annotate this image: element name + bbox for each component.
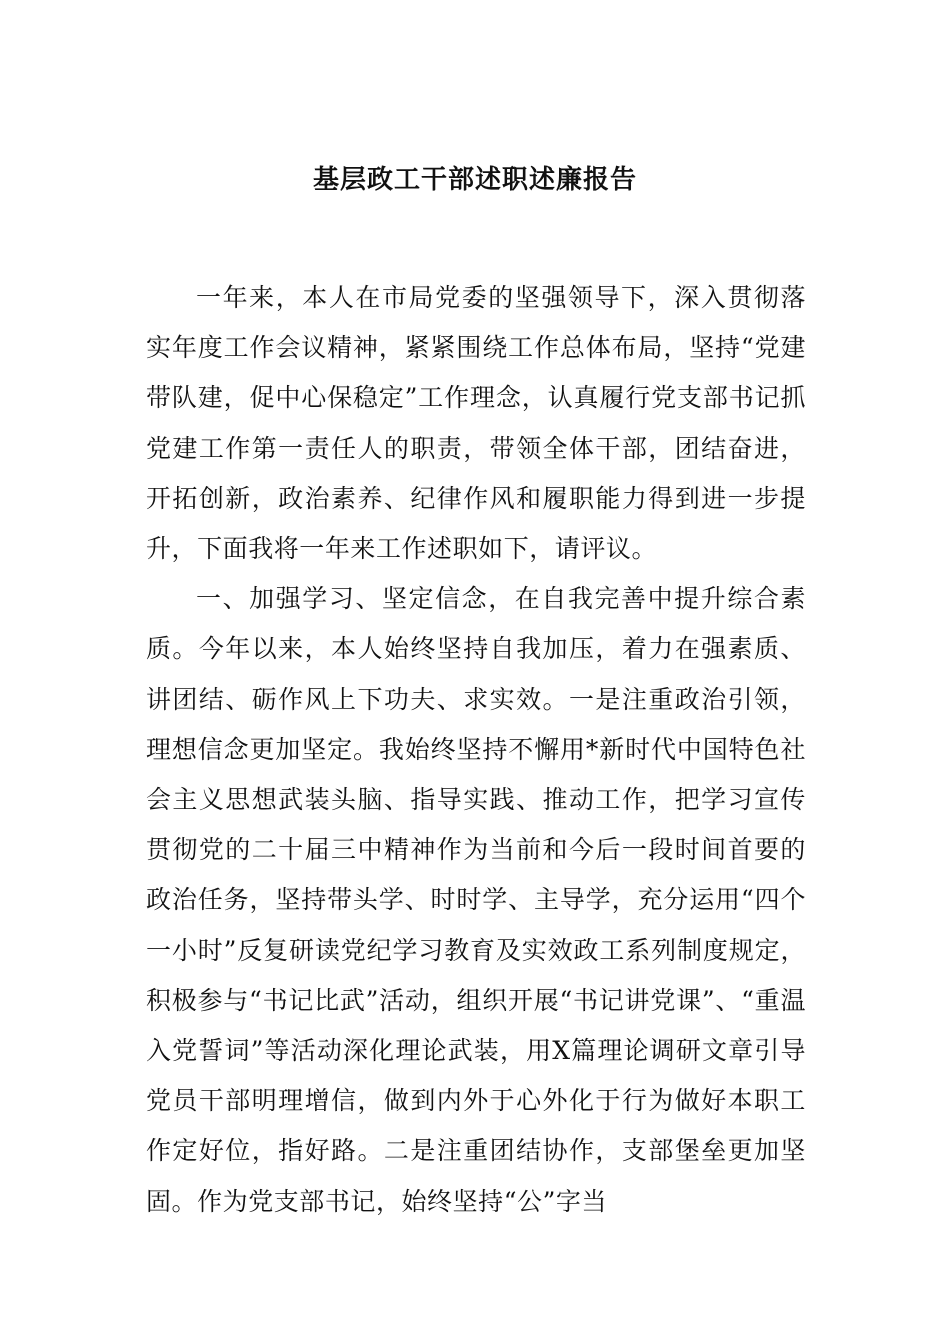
paragraph-section-one: 一、加强学习、坚定信念，在自我完善中提升综合素质。今年以来，本人始终坚持自我加压，着力在强素质、讲团结、砺作风上下功夫、求实效。一是注重政治引领，理想信念更加坚定。我始终坚持不懈用*新时代中国特色社会主义思想武装头脑、指导实践、推动工作，把学习宣传贯彻党的二十届三中精神作为当前和今后一段时间首要的政治任务，坚持带头学、时时学、主导学，充分运用“四个一小时”反复研读党纪学习教育及实效政工系列制度规定，积极参与“书记比武”活动，组织开展“书记讲党课”、“重温入党誓词”等活动深化理论武装，用X篇理论调研文章引导党员干部明理增信，做到内外于心外化于行为做好本职工作定好位，指好路。二是注重团结协作，支部堡垒更加坚固。作为党支部书记，始终坚持“公”字当 bbox=[146, 584, 806, 1216]
paragraph-intro: 一年来，本人在市局党委的坚强领导下，深入贯彻落实年度工作会议精神，紧紧围绕工作总体布局，坚持“党建带队建，促中心保稳定”工作理念，认真履行党支部书记抓党建工作第一责任人的职责，带领全体干部，团结奋进，开拓创新，政治素养、纪律作风和履职能力得到进一步提升，下面我将一年来工作述职如下，请评议。 bbox=[146, 283, 806, 564]
document-body bbox=[146, 273, 806, 1227]
document-title: 基层政工干部述职述廉报告 bbox=[312, 165, 637, 195]
